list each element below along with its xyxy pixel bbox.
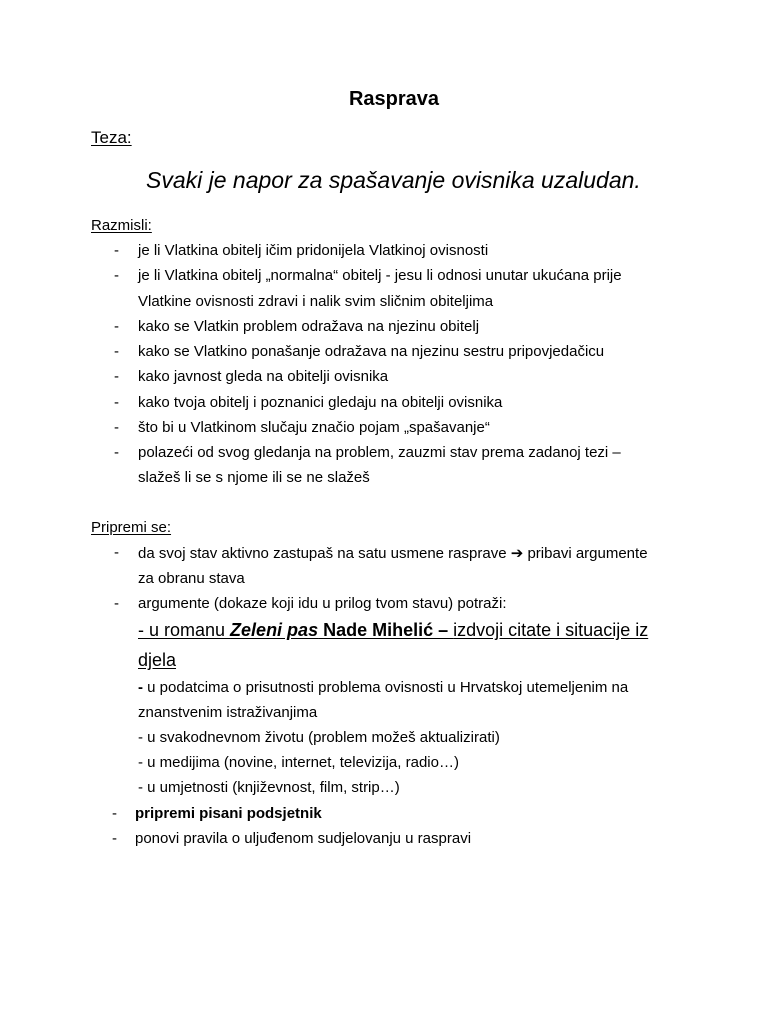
bullet-dash: - <box>114 267 119 284</box>
novel-task: izdvoji citate i situacije iz <box>453 620 649 640</box>
pripremi-heading: Pripremi se: <box>91 519 172 536</box>
bullet-dash: - <box>112 830 117 847</box>
bullet-dash: - <box>114 343 119 360</box>
list-item: kako tvoja obitelj i poznanici gledaju na obitelji ovisnika <box>138 394 503 411</box>
list-item: je li Vlatkina obitelj „normalna“ obitelj - jesu li odnosi unutar ukućana prije <box>138 267 622 284</box>
page-title: Rasprava <box>348 88 440 110</box>
list-item: kako se Vlatkino ponašanje odražava na njezinu sestru pripovjedačicu <box>138 343 605 360</box>
source-line: - u svakodnevnom životu (problem možeš aktualizirati) <box>138 729 500 746</box>
novel-source-line <box>138 620 648 641</box>
bullet-dash: - <box>114 595 119 612</box>
source-dash: - <box>138 679 148 696</box>
novel-source-continuation: djela <box>138 650 177 670</box>
data-source-line <box>138 679 628 696</box>
bullet-dash: - <box>114 419 119 436</box>
item-text: da svoj stav aktivno zastupaš na satu usmene rasprave <box>138 545 507 562</box>
bullet-dash: - <box>114 242 119 259</box>
list-item: je li Vlatkina obitelj ičim pridonijela Vlatkinoj ovisnosti <box>138 242 489 259</box>
list-item <box>138 544 648 562</box>
bullet-dash: - <box>114 394 119 411</box>
list-item: kako javnost gleda na obitelji ovisnika <box>138 368 389 385</box>
source-line: - u umjetnosti (književnost, film, strip…) <box>138 779 400 796</box>
data-source-continuation: znanstvenim istraživanjima <box>138 704 318 721</box>
novel-prefix: - u romanu <box>138 620 231 640</box>
list-item-continuation: za obranu stava <box>138 570 245 587</box>
item-text: pribavi argumente <box>527 545 648 562</box>
list-item: ponovi pravila o uljuđenom sudjelovanju u raspravi <box>135 830 472 847</box>
novel-title: Zeleni pas <box>230 620 319 640</box>
list-item: kako se Vlatkin problem odražava na njezinu obitelj <box>138 318 480 335</box>
list-item: argumente (dokaze koji idu u prilog tvom stavu) potraži: <box>138 595 507 612</box>
list-item-continuation: Vlatkine ovisnosti zdravi i nalik svim sličnim obiteljima <box>138 293 494 310</box>
novel-author: Nade Mihelić – <box>318 620 454 640</box>
teza-label: Teza: <box>91 128 132 147</box>
list-item-reminder: pripremi pisani podsjetnik <box>135 805 322 822</box>
list-item: što bi u Vlatkinom slučaju značio pojam „spašavanje“ <box>138 419 490 436</box>
bullet-dash: - <box>114 544 119 561</box>
razmisli-heading: Razmisli: <box>91 217 152 234</box>
source-line: - u medijima (novine, internet, televizija, radio…) <box>138 754 459 771</box>
thesis-statement: Svaki je napor za spašavanje ovisnika uzaludan. <box>146 167 641 193</box>
list-item-continuation: slažeš li se s njome ili se ne slažeš <box>138 469 370 486</box>
bullet-dash: - <box>114 318 119 335</box>
arrow-right-icon: ➔ <box>510 545 524 562</box>
list-item: polazeći od svog gledanja na problem, zauzmi stav prema zadanoj tezi – <box>138 444 621 461</box>
source-text: u podatcima o prisutnosti problema ovisnosti u Hrvatskoj utemeljenim na <box>147 679 629 696</box>
bullet-dash: - <box>112 805 117 822</box>
bullet-dash: - <box>114 368 119 385</box>
bullet-dash: - <box>114 444 119 461</box>
